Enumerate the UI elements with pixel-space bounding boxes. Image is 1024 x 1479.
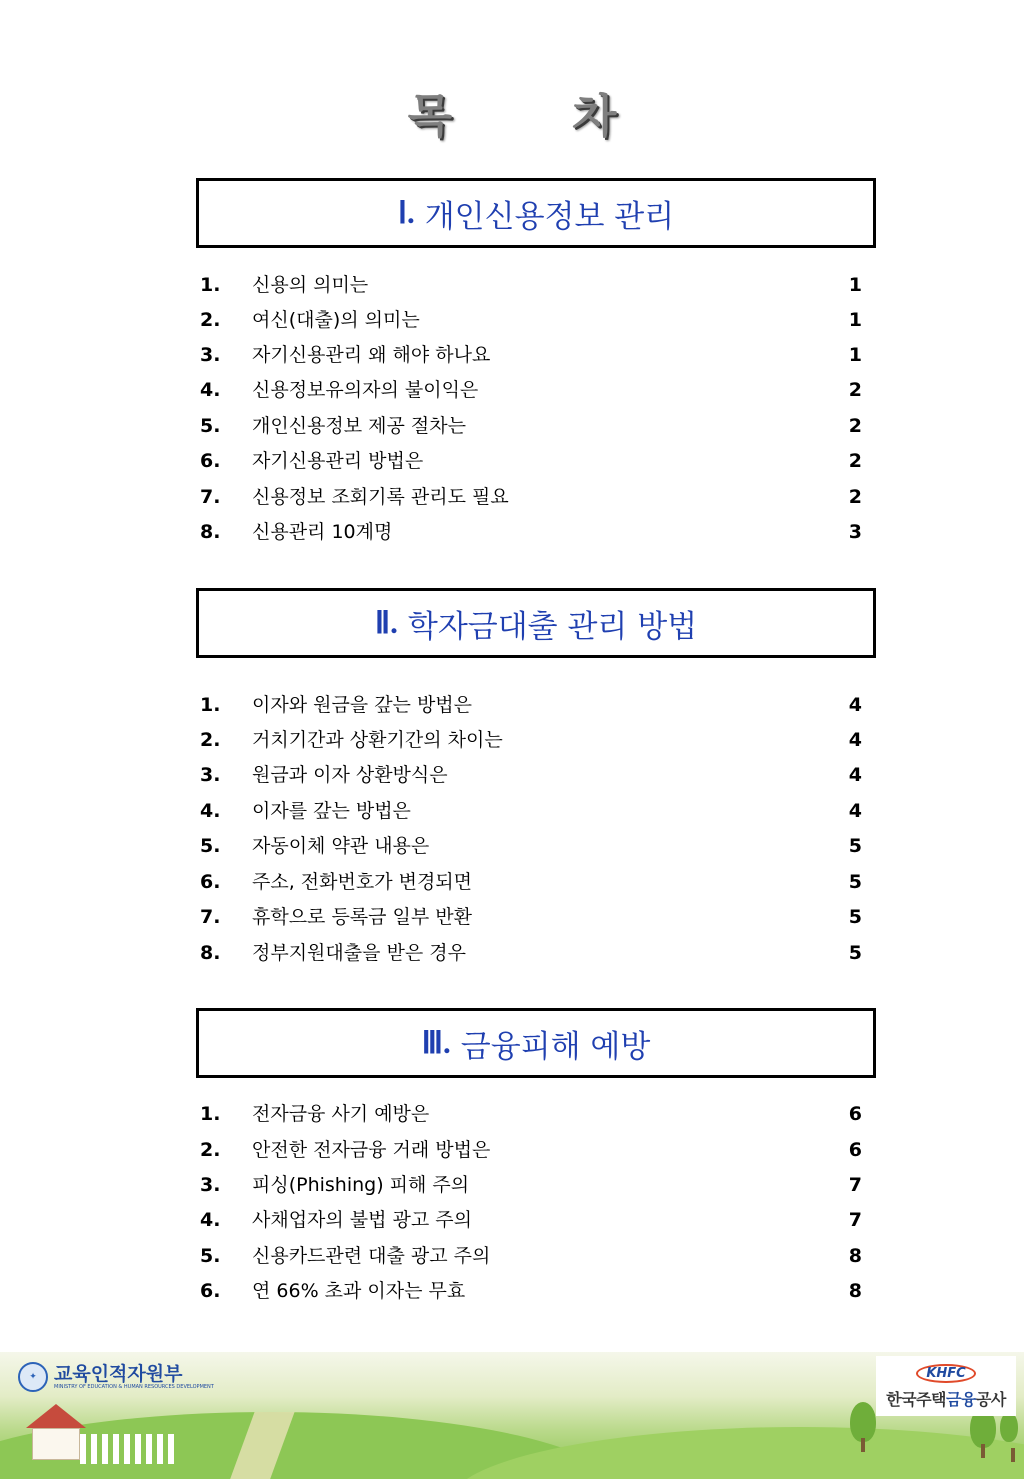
tree-icon [1000, 1412, 1018, 1442]
toc-row[interactable] [200, 938, 862, 968]
toc-text: 신용카드관련 대출 광고 주의 [252, 1245, 491, 1267]
section-title: 학자금대출 관리 방법 [407, 608, 698, 645]
toc-row[interactable] [200, 411, 862, 441]
toc-number: 2. [200, 1139, 221, 1161]
footer-banner [0, 1352, 1024, 1479]
toc-page: 5 [848, 942, 862, 964]
toc-number: 1. [200, 694, 221, 716]
toc-number: 8. [200, 521, 221, 543]
toc-page: 7 [848, 1209, 862, 1231]
toc-number: 5. [200, 415, 221, 437]
toc-number: 4. [200, 1209, 221, 1231]
toc-text: 신용관리 10계명 [252, 521, 393, 543]
khfc-name-c: 공사 [975, 1390, 1006, 1409]
toc-page: 4 [848, 694, 862, 716]
toc-row[interactable] [200, 760, 862, 790]
toc-row[interactable] [200, 517, 862, 547]
toc-text: 개인신용정보 제공 절차는 [252, 415, 466, 437]
toc-page: 4 [848, 800, 862, 822]
fence-icon [80, 1434, 176, 1464]
ministry-name [54, 1364, 214, 1390]
toc-page: 7 [848, 1174, 862, 1196]
toc-row[interactable] [200, 1276, 862, 1306]
toc-page: 5 [848, 835, 862, 857]
toc-page: 8 [848, 1280, 862, 1302]
toc-page: 2 [848, 486, 862, 508]
toc-text: 여신(대출)의 의미는 [252, 309, 420, 331]
toc-page: 8 [848, 1245, 862, 1267]
toc-number: 7. [200, 486, 221, 508]
toc-page: 1 [848, 309, 862, 331]
toc-text: 피싱(Phishing) 피해 주의 [252, 1174, 470, 1196]
toc-page: 1 [848, 274, 862, 296]
toc-text: 자기신용관리 방법은 [252, 450, 424, 472]
toc-text: 거치기간과 상환기간의 차이는 [252, 729, 503, 751]
toc-text: 사채업자의 불법 광고 주의 [252, 1209, 473, 1231]
section-heading-2 [196, 588, 876, 658]
toc-row[interactable] [200, 270, 862, 300]
toc-text: 신용정보유의자의 불이익은 [252, 379, 479, 401]
hill-shape [450, 1427, 1024, 1479]
toc-text: 휴학으로 등록금 일부 반환 [252, 906, 473, 928]
toc-text: 주소, 전화번호가 변경되면 [252, 871, 473, 893]
toc-row[interactable] [200, 1099, 862, 1129]
toc-text: 안전한 전자금융 거래 방법은 [252, 1139, 491, 1161]
toc-row[interactable] [200, 305, 862, 335]
toc-row[interactable] [200, 796, 862, 826]
section-heading-1 [196, 178, 876, 248]
toc-row[interactable] [200, 482, 862, 512]
toc-row[interactable] [200, 1205, 862, 1235]
toc-number: 6. [200, 450, 221, 472]
toc-number: 7. [200, 906, 221, 928]
khfc-name-a: 한국주택 [886, 1390, 946, 1409]
toc-number: 1. [200, 1103, 221, 1125]
toc-number: 4. [200, 379, 221, 401]
toc-row[interactable] [200, 902, 862, 932]
toc-number: 5. [200, 1245, 221, 1267]
toc-number: 5. [200, 835, 221, 857]
toc-page: 5 [848, 871, 862, 893]
ministry-name-sub: MINISTRY OF EDUCATION & HUMAN RESOURCES DEVELOPMENT [54, 1384, 214, 1390]
toc-text: 신용의 의미는 [252, 274, 369, 296]
section-title: 개인신용정보 관리 [424, 198, 675, 235]
toc-number: 3. [200, 1174, 221, 1196]
toc-page: 5 [848, 906, 862, 928]
toc-row[interactable] [200, 375, 862, 405]
toc-number: 3. [200, 764, 221, 786]
toc-text: 원금과 이자 상환방식은 [252, 764, 448, 786]
toc-row[interactable] [200, 1170, 862, 1200]
toc-text: 이자와 원금을 갚는 방법은 [252, 694, 473, 716]
house-icon [26, 1404, 86, 1460]
ministry-seal-icon: ✦ [18, 1362, 48, 1392]
toc-page: 2 [848, 415, 862, 437]
toc-text: 신용정보 조회기록 관리도 필요 [252, 486, 509, 508]
toc-text: 자기신용관리 왜 해야 하나요 [252, 344, 491, 366]
toc-page: 6 [848, 1103, 862, 1125]
toc-number: 1. [200, 274, 221, 296]
khfc-mark: KHFC [916, 1364, 975, 1383]
toc-row[interactable] [200, 1241, 862, 1271]
ministry-logo [18, 1360, 214, 1394]
toc-number: 3. [200, 344, 221, 366]
page-title: 목차 [407, 89, 737, 143]
section-number: Ⅲ. [421, 1025, 451, 1060]
toc-page: 4 [848, 729, 862, 751]
toc-text: 연 66% 초과 이자는 무효 [252, 1280, 466, 1302]
khfc-name [876, 1387, 1016, 1410]
toc-page: 3 [848, 521, 862, 543]
toc-text: 정부지원대출을 받은 경우 [252, 942, 466, 964]
toc-number: 2. [200, 729, 221, 751]
section-number: Ⅱ. [374, 605, 398, 640]
section-number: Ⅰ. [397, 195, 415, 230]
tree-icon [850, 1402, 876, 1442]
toc-number: 6. [200, 871, 221, 893]
section-title: 금융피해 예방 [460, 1028, 651, 1065]
toc-row[interactable] [200, 690, 862, 720]
toc-row[interactable] [200, 446, 862, 476]
khfc-name-b: 금융 [945, 1390, 976, 1409]
toc-page: 4 [848, 764, 862, 786]
toc-row[interactable] [200, 831, 862, 861]
toc-number: 2. [200, 309, 221, 331]
toc-page: 6 [848, 1139, 862, 1161]
toc-number: 6. [200, 1280, 221, 1302]
toc-page: 2 [848, 379, 862, 401]
section-heading-3 [196, 1008, 876, 1078]
toc-number: 8. [200, 942, 221, 964]
toc-page: 1 [848, 344, 862, 366]
khfc-logo [876, 1356, 1016, 1416]
toc-page: 2 [848, 450, 862, 472]
toc-text: 자동이체 약관 내용은 [252, 835, 430, 857]
toc-text: 전자금융 사기 예방은 [252, 1103, 430, 1125]
toc-text: 이자를 갚는 방법은 [252, 800, 411, 822]
toc-row[interactable] [200, 725, 862, 755]
toc-row[interactable] [200, 340, 862, 370]
ministry-name-text: 교육인적자원부 [54, 1363, 183, 1385]
toc-row[interactable] [200, 867, 862, 897]
toc-number: 4. [200, 800, 221, 822]
toc-row[interactable] [200, 1135, 862, 1165]
